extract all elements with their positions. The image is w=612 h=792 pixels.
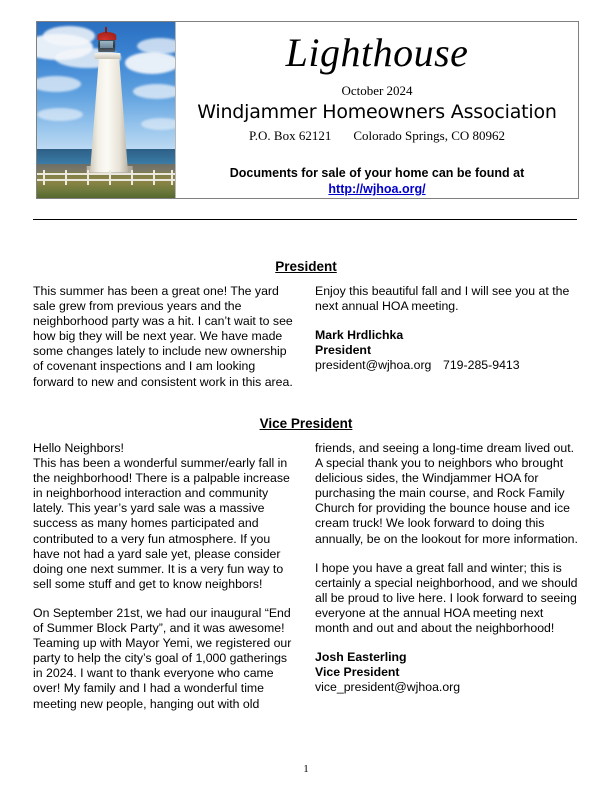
president-signature <box>315 328 579 373</box>
vice-president-right-column <box>315 441 579 712</box>
signature-contact <box>315 680 579 695</box>
photo-cloud <box>137 38 176 54</box>
signature-email: vice_president@wjhoa.org <box>315 680 461 695</box>
documents-note-text: Documents for sale of your home can be found at <box>229 166 525 180</box>
organization-address <box>184 127 570 144</box>
president-right-column <box>315 284 579 390</box>
paragraph: This summer has been a great one! The yard sale grew from previous years and the neighborhood party was a hit. I can’t wait to see how big they will be next year. We have made some changes lately to include new ownership of covenant inspections and I am looking forward to new and consistent work in this area. <box>33 284 293 389</box>
lighthouse-red-dome <box>97 32 116 40</box>
documents-note <box>184 165 570 197</box>
president-left-column <box>33 284 297 390</box>
paragraph: Enjoy this beautiful fall and I will see you at the next annual HOA meeting. <box>315 284 570 314</box>
signature-contact <box>315 358 579 373</box>
signature-role: Vice President <box>315 665 400 680</box>
signature-role: President <box>315 343 372 358</box>
vice-president-columns <box>33 441 579 712</box>
vice-president-left-column <box>33 441 297 712</box>
header-divider-rule <box>33 219 577 220</box>
signature-email: president@wjhoa.org <box>315 358 432 373</box>
publication-title: Lighthouse <box>285 30 469 75</box>
photo-fence <box>37 170 175 186</box>
paragraph: friends, and seeing a long-time dream lived out. A special thank you to neighbors who brought delicious sides, the Windjammer HOA for purchasing the main course, and Rock Family Church for providing the bounce house and ice cream truck! We look forward to doing this annually, be on the lookout for more information. <box>315 441 578 546</box>
lighthouse-finial <box>105 27 107 33</box>
po-box: P.O. Box 62121 <box>248 128 332 143</box>
paragraph: I hope you have a great fall and winter; this is certainly a special neighborhood, and we should all be proud to live here. I look forward to seeing everyone at the annual HOA meeting next month and out and about the neighborhood! <box>315 560 578 636</box>
section-president <box>33 258 579 390</box>
section-heading-vice-president: Vice President <box>259 416 353 431</box>
paragraph: This has been a wonderful summer/early fall in the neighborhood! There is a palpable increase in neighborhood interaction and community lately. This year’s yard sale was a massive success as many homes participated and contributed to a very fun atmosphere. If you have not had a yard sale yet, please consider doing one next summer. It is a very fun way to sell some stuff and get to know neighbors! <box>33 456 290 591</box>
greeting: Hello Neighbors! <box>33 441 124 455</box>
photo-cloud <box>37 108 83 121</box>
page-number: 1 <box>303 763 309 775</box>
organization-name: Windjammer Homeowners Association <box>197 101 557 123</box>
photo-cloud <box>133 84 176 99</box>
signature-name: Josh Easterling <box>315 650 407 665</box>
issue-date: October 2024 <box>341 83 413 98</box>
signature-phone: 719-285-9413 <box>443 358 520 373</box>
masthead-banner <box>36 21 579 199</box>
paragraph: On September 21st, we had our inaugural “End of Summer Block Party”, and it was awesome! Teaming up with Mayor Yemi, we registered our party to help the city’s goal of 1,000 gatherings in 2024. I want to thank everyone who came over! My family and I had a wonderful time meeting new people, hanging out with old <box>33 605 292 711</box>
section-vice-president <box>33 415 579 712</box>
masthead-text-block <box>176 22 578 198</box>
president-columns <box>33 284 579 390</box>
documents-url-link[interactable]: http://wjhoa.org/ <box>328 182 426 196</box>
lighthouse-gallery <box>95 53 121 59</box>
lighthouse-photo <box>37 22 176 198</box>
section-heading-president: President <box>275 259 337 274</box>
photo-cloud <box>125 52 176 74</box>
vice-president-signature <box>315 650 579 695</box>
signature-name: Mark Hrdlichka <box>315 328 404 343</box>
city-state-zip: Colorado Springs, CO 80962 <box>353 128 506 143</box>
photo-cloud <box>43 26 95 46</box>
lighthouse-lantern-glass <box>100 41 113 48</box>
photo-cloud <box>141 118 176 130</box>
